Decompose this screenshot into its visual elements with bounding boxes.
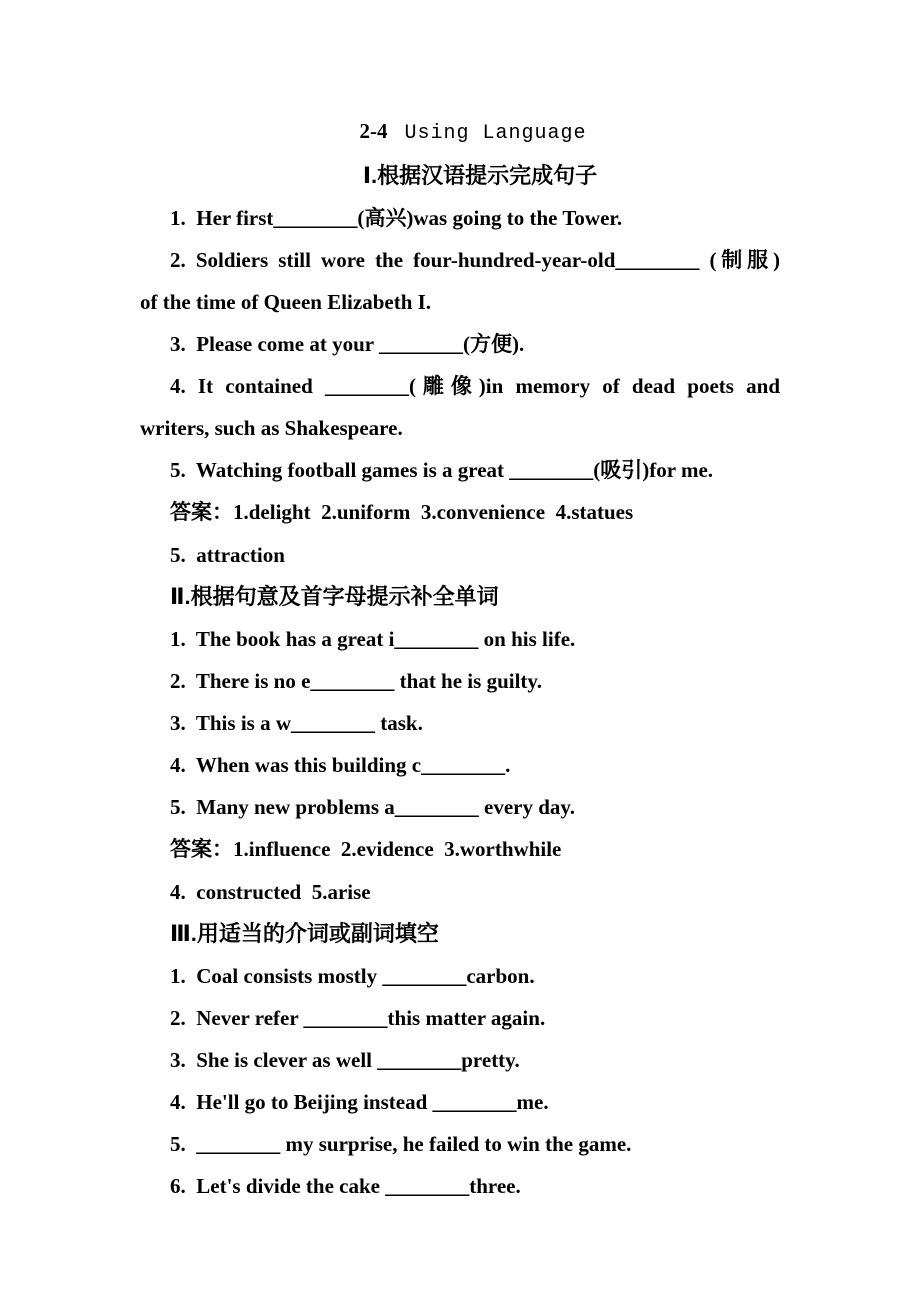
- section-1-item-3: 3. Please come at your ________(方便).: [170, 332, 525, 356]
- section-2-item-1: 1. The book has a great i________ on his life.: [170, 627, 576, 651]
- section-1-heading: Ⅰ.根据汉语提示完成句子: [362, 163, 598, 188]
- section-2-item-4: 4. When was this building c________.: [170, 753, 511, 777]
- doc-title: [140, 110, 780, 155]
- section-2-item-3: 3. This is a w________ task.: [170, 711, 423, 735]
- section-2-heading: Ⅱ.根据句意及首字母提示补全单词: [170, 584, 499, 609]
- doc-title-number: 2-4: [359, 119, 388, 143]
- section-1-item-2-line-1: 2. Soldiers still wore the four-hundred-year-old________ (制服): [170, 248, 780, 272]
- section-3-item-3: 3. She is clever as well ________pretty.: [170, 1048, 520, 1072]
- answers-values: 1.influence 2.evidence 3.worthwhile: [233, 837, 562, 861]
- section-1-item-4-line-2: writers, such as Shakespeare.: [140, 416, 403, 440]
- answers-label: 答案：: [170, 838, 233, 861]
- section-2-answers-line-1: [140, 828, 780, 871]
- section-1-item-4-line-1: 4. It contained ________(雕像)in memory of dead poets and: [170, 374, 780, 398]
- section-1-item-5: 5. Watching football games is a great ________(吸引)for me.: [170, 458, 714, 482]
- section-3-item-6: 6. Let's divide the cake ________three.: [170, 1174, 521, 1198]
- section-1-item-2-line-2: of the time of Queen Elizabeth I.: [140, 290, 432, 314]
- section-1-answers-line-1: [140, 491, 780, 534]
- section-2-item-5: 5. Many new problems a________ every day.: [170, 795, 576, 819]
- answers-values: 1.delight 2.uniform 3.convenience 4.statues: [233, 500, 634, 524]
- section-1-item-1: 1. Her first________(高兴)was going to the Tower.: [170, 206, 623, 230]
- section-3-item-5: 5. ________ my surprise, he failed to win the game.: [170, 1132, 632, 1156]
- section-1-answers-line-2: 5. attraction: [170, 543, 285, 567]
- section-3-heading: Ⅲ.用适当的介词或副词填空: [170, 921, 439, 946]
- doc-title-text: Using Language: [404, 122, 587, 145]
- section-3-item-1: 1. Coal consists mostly ________carbon.: [170, 964, 535, 988]
- section-3-item-4: 4. He'll go to Beijing instead ________me.: [170, 1090, 549, 1114]
- section-3-item-2: 2. Never refer ________this matter again.: [170, 1006, 546, 1030]
- answers-label: 答案：: [170, 501, 233, 524]
- section-2-item-2: 2. There is no e________ that he is guilty.: [170, 669, 543, 693]
- section-2-answers-line-2: 4. constructed 5.arise: [170, 880, 371, 904]
